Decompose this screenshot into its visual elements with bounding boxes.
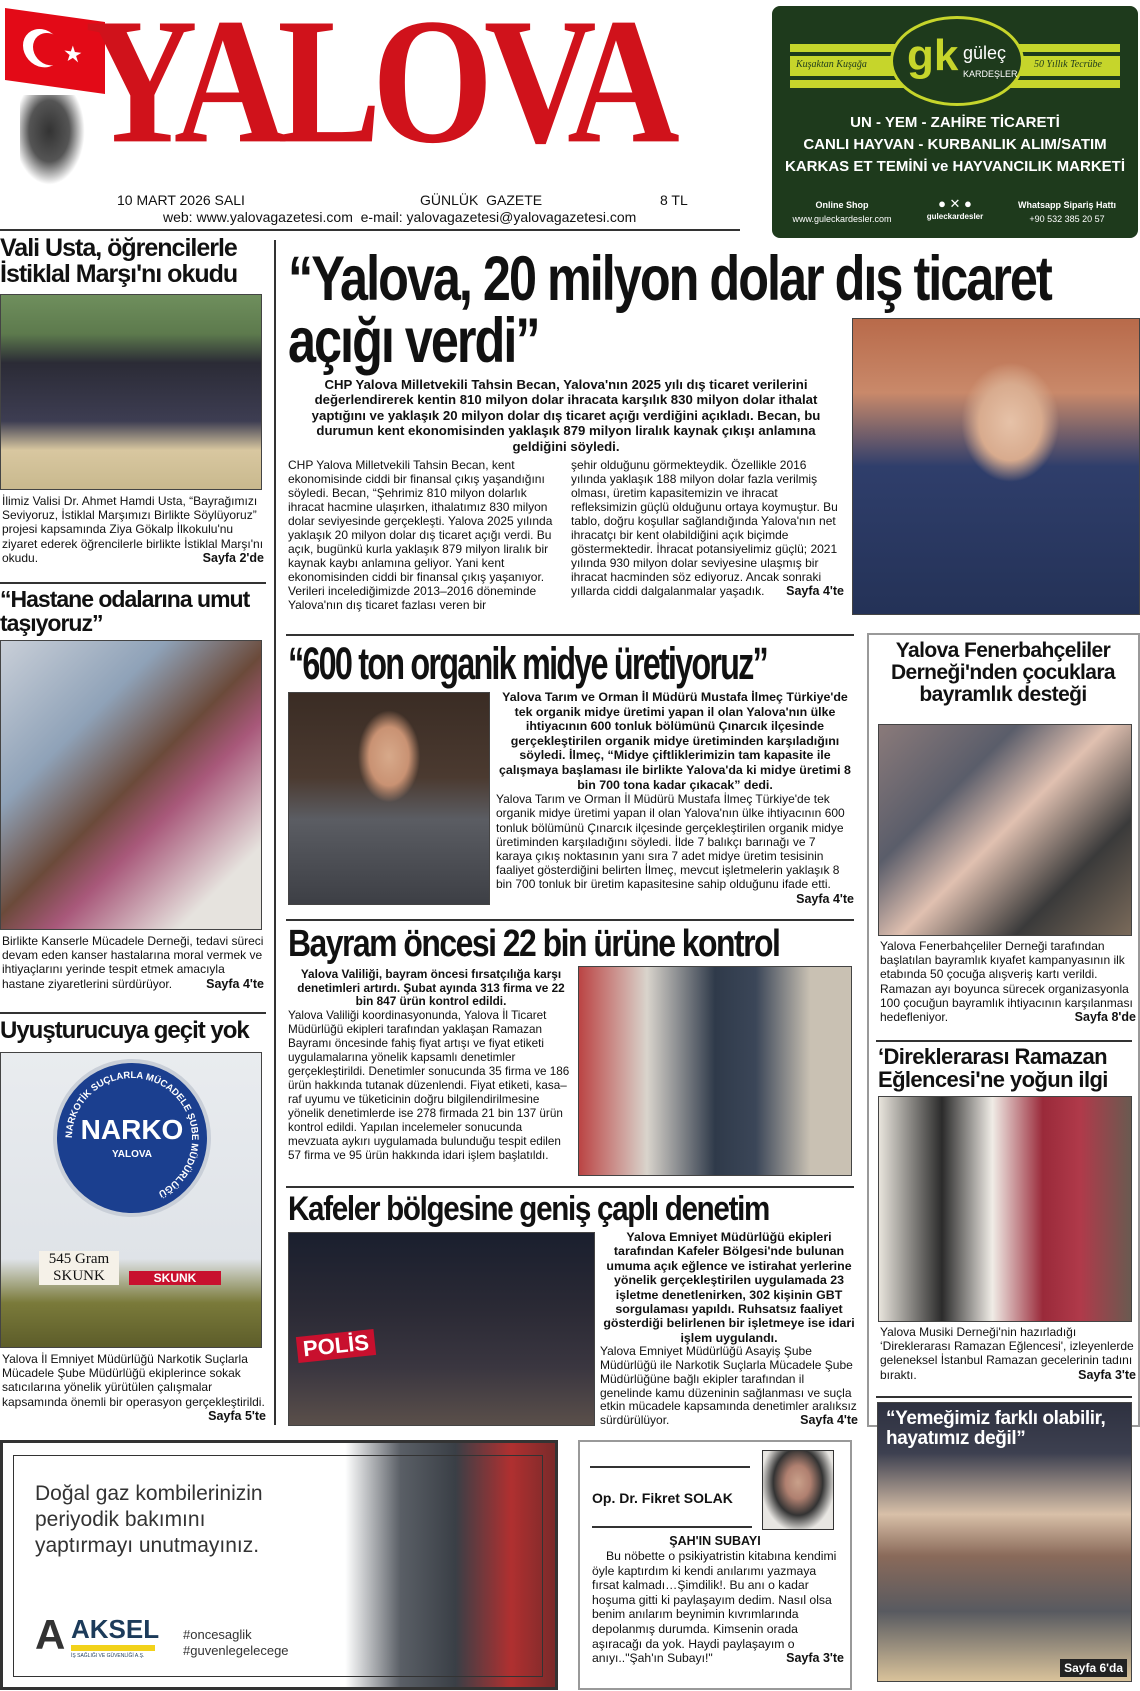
column-ref[interactable]: Sayfa 3'te (786, 1651, 844, 1666)
right-0-ref[interactable]: Sayfa 8'de (1074, 1010, 1136, 1025)
photo-police-cafe-raid[interactable] (288, 1232, 595, 1426)
top_ad-social: guleckardesler (926, 212, 984, 221)
bottom_ad-tag1: #oncesaglik (183, 1627, 252, 1642)
issue-date: 10 MART 2026 SALI (117, 192, 245, 208)
main-lead: CHP Yalova Milletvekili Tahsin Becan, Yalova'nın 2025 yılı dış ticaret verilerini değerlendirerek kentin 810 milyon dolar ihracata karşılık 830 milyon dolar ithalat yaptığını ve yaklaşık 20 milyon dolar dış ticaret açığı verdiğini açıkladı. Becan, bu durumun kent ekonomisinden yaklaşık 879 milyon liralık kaynak çıkışı anlamına geldiğini söyledi. (311, 377, 821, 454)
headline-fenerbahce[interactable]: Yalova Fenerbahçeliler Derneği'nden çocuklara bayramlık desteği (890, 639, 1116, 707)
opinion-column (578, 1440, 852, 1690)
headline-hastane[interactable]: “Hastane odalarına umut taşıyoruz” (0, 586, 250, 637)
bayram-lead: Yalova Valiliği, bayram öncesi fırsatçılığa karşı denetimleri artırdı. Şubat ayında 313 firma ve 22 bin 847 ürün kontrol edildi. (297, 967, 565, 1008)
left-2-ref[interactable]: Sayfa 5'te (208, 1408, 266, 1423)
left-2-image_text-sign1: 545 Gram SKUNK (39, 1251, 119, 1285)
turkish-flag-icon: ★ (5, 8, 105, 94)
paper-type: GÜNLÜK GAZETE (420, 192, 543, 208)
left-1-ref[interactable]: Sayfa 4'te (206, 976, 264, 991)
photo-narcotics-seizure[interactable] (0, 1052, 262, 1348)
kafeler-lead: Yalova Emniyet Müdürlüğü ekipleri tarafından Kafeler Bölgesi'nde bulunan umuma açık eğlence ve istirahat yerlerine yönelik gerçekleştirilen uygulamada 23 işletme denetlenirken, 302 kişinin GBT sorgulaması yapıldı. Ruhsatsız faaliyet gösterdiği belirlenen bir işletmeye ise idari işlem uygulandı. (603, 1230, 855, 1345)
photo-students-ceremony[interactable] (0, 294, 262, 490)
top_ad-slogan_right: 50 Yıllık Tecrübe (1034, 59, 1102, 70)
main-col1: CHP Yalova Milletvekili Tahsin Becan, kent ekonomisinde ciddi bir finansal çıkış yaşandığını söyledi. Becan, “Şehrimiz 810 milyon dolarlık ihracat hacmine ulaşırken, ithalatımız 830 milyon dolar seviyesinde gerçekleşti. Yalova 2025 yılında yaklaşık 20 milyon dolar dış ticaret açığı verdi. Bu açık, bugünkü kurla yaklaşık 879 milyon liralık bir kaynak kaybı anlamına geliyor. Yani kent ekonomisinden ciddi bir finansal çıkış yaşanıyor. Verileri incelediğimizde 2013–2016 döneminde Yalova'nın dış ticaret fazlası veren bir (288, 458, 553, 613)
bottom_ad-line1: Doğal gaz kombilerinizin (35, 1482, 263, 1505)
author-photo (762, 1450, 834, 1530)
headline-bayram[interactable]: Bayram öncesi 22 bin ürüne kontrol (288, 923, 780, 965)
photo-women-cooking[interactable] (877, 1402, 1132, 1682)
top_ad-slogan_left: Kuşaktan Kuşağa (796, 59, 867, 70)
main-headline[interactable]: “Yalova, 20 milyon dolar dış ticaret açığı verdi” (288, 244, 1051, 376)
left-2-text: Yalova İl Emniyet Müdürlüğü Narkotik Suçlarla Mücadele Şube Müdürlüğü ekiplerince sokak satıcılarına yönelik yürütülen çalışmalar kapsamında önemli bir operasyon gerçekleştirildi. (2, 1352, 265, 1409)
bottom_ad-brand_sub: İŞ SAĞLIĞI VE GÜVENLİĞİ A.Ş. (71, 1653, 145, 1659)
top_ad-logo: gk (907, 31, 959, 80)
contact-line: web: www.yalovagazetesi.com e-mail: yalovagazetesi@yalovagazetesi.com (163, 209, 637, 225)
bottom_ad-brand: AKSEL (71, 1614, 160, 1644)
kafeler-body: Yalova Emniyet Müdürlüğü Asayiş Şube Müdürlüğü ile Narkotik Suçlarla Mücadele Şube Müdürlüğüne bağlı ekipler tarafından il genelinde kamu düzeninin sağlanması ve suçla etkin mücadele kapsamında denetimler aralıksız sürdürülüyor. (600, 1344, 857, 1428)
bottom_ad-tag2: #guvenlegelecege (183, 1643, 289, 1658)
top-advertisement[interactable] (772, 6, 1138, 238)
left-0-text: İlimiz Valisi Dr. Ahmet Hamdi Usta, “Bayrağımızı Seviyoruz, İstiklal Marşımızı Birlikte Söylüyoruz” projesi kapsamında Ziya Gökalp İlkokulu'nu ziyaret ederek öğrencilerle birlikte İstiklal Marşı'nı okudu. (2, 494, 264, 565)
emblem-ring-text: NARKOTİK SUÇLARLA MÜCADELE ŞUBE MÜDÜRLÜĞÜ (63, 1069, 201, 1200)
brand-logo (890, 16, 1024, 106)
main-ref[interactable]: Sayfa 4'te (786, 584, 844, 599)
headline-yemegimiz[interactable]: “Yemeğimiz farklı olabilir, hayatımız değil” (886, 1408, 1106, 1449)
bottom_ad-line2: periyodik bakımını (35, 1508, 206, 1531)
right-2-ref[interactable]: Sayfa 6'da (1060, 1659, 1127, 1677)
masthead-logo: YALOVA (85, 0, 671, 181)
bottom-advertisement[interactable] (0, 1440, 558, 1690)
price: 8 TL (660, 192, 688, 208)
whatsapp-number[interactable]: +90 532 385 20 57 (1029, 214, 1105, 224)
photo-hospital-visit[interactable] (0, 640, 262, 930)
left-1-text: Birlikte Kanserle Mücadele Derneği, tedavi süreci devam eden kanser hastalarına moral vermek ve ihtiyaçlarını yerinde tespit etmek amacıyla hastane ziyaretlerini sürdürüyor. (2, 934, 264, 991)
headline-direklerarasi[interactable]: ‘Direklerarası Ramazan Eğlencesi'ne yoğun ilgi (878, 1044, 1108, 1093)
top_ad-lines-0: UN - YEM - ZAHİRE TİCARETİ (850, 114, 1060, 131)
column-title: ŞAH'IN SUBAYI (669, 1534, 761, 1548)
top_ad-lines-2: KARKAS ET TEMİNİ ve HAYVANCILIK MARKETİ (784, 158, 1126, 175)
left-2-image_text-badge: NARKO (80, 1114, 184, 1145)
column-text: Bu nöbette o psikiyatristin kitabına kendimi öyle kaptırdım ki kendi anılarımı yazmaya fırsat kalmadı…Şimdilik!. Bu anı o kadar hoşuma gitti ki paylaşayım dedim. Nasıl olsa benim anılarım beynimin kıvrımlarında depolanmış durumda. Kimsenin orada aşıracağı da yok. Haydi paylaşayım o anıyı.."Şah'ın Subayı!" (592, 1549, 837, 1666)
photo-mustafa-ilmec[interactable] (288, 692, 490, 905)
headline-vali-usta[interactable]: Vali Usta, öğrencilerle İstiklal Marşı'nı okudu (0, 234, 238, 289)
photo-ramazan-event[interactable] (878, 1096, 1132, 1322)
bayram-body: Yalova Valiliği koordinasyonunda, Yalova İl Ticaret Müdürlüğü ekipleri tarafından yaklaşan Ramazan Bayramı öncesinde fahiş fiyat artışı ve fiyat etiketi uygulamalarına yönelik kapsamlı denetimler gerçekleştirildi. Denetimler sonucunda 35 firma ve 186 ürün hakkında tutanak düzenlendi. Fiyat etiketi, kasa–raf uyumu ve tüketicinin doğru bilgilendirilmesine yönelik denetimlerde ise 278 firmada 21 bin 137 ürün kontrol edildi. Yapılan incelemeler sonucunda mevzuata aykırı uygulamada bulunduğu tespit edilen 57 firma ve 95 ürün hakkında idari işlem başlatıldı. (288, 1008, 570, 1162)
midye-lead: Yalova Tarım ve Orman İl Müdürü Mustafa İlmeç Türkiye'de tek organik midye üretimi yapan il olan Yalova'nın ülke ihtiyacının 600 tonluk bölümünü Çınarcık ilçesinde gerçekleştirilen organik midye üretiminden karşıladığını söyledi. İlmeç, “Midye çiftliklerimizin tam kapasite ile çalışmaya başlaması ile birlikte Yalova'da ki midye üretimi 8 bin 700 tona kadar çıkacak” dedi. (499, 690, 851, 792)
kafeler-ref[interactable]: Sayfa 4'te (800, 1413, 858, 1428)
top_ad-whatsapp_label: Whatsapp Sipariş Hattı (1017, 200, 1116, 210)
main-col2: şehir olduğunu görmekteydik. Özellikle 2016 yılında yaklaşık 188 milyon dolar fazla verilmiş olması, üretim kapasitemizin ve ihracat refleksimizin güçlü olduğunu ortaya koymuştur. Bu tablo, doğru koşullar sağlandığında Yalova'nın net ihracatçı bir kent olabildiğini açık biçimde göstermektedir. İhracat potansiyelimiz güçlü; 2021 yılında 930 milyon dolar seviyesine ulaşmış bir ihracat hacminden söz ediyoruz. Ancak sonraki yıllarda ciddi dalgalanmalar yaşadık. (571, 458, 838, 599)
headline-uyusturucu[interactable]: Uyuşturucuya geçit yok (0, 1017, 249, 1044)
left-2-image_text-sign2: SKUNK (129, 1271, 221, 1285)
social-icons[interactable]: ● ✕ ● (938, 196, 972, 211)
headline-midye[interactable]: “600 ton organik midye üretiyoruz” (288, 638, 767, 689)
photo-market-inspection[interactable] (578, 966, 852, 1176)
kafeler-image_text: POLİS (296, 1329, 376, 1363)
column-author: Op. Dr. Fikret SOLAK (592, 1490, 733, 1506)
aksel-logo-icon: A (35, 1611, 66, 1658)
top_ad-shop_label: Online Shop (815, 200, 869, 210)
ataturk-silhouette-icon (20, 95, 85, 185)
top_ad-brand: güleç (963, 43, 1007, 63)
right-0-text: Yalova Fenerbahçeliler Derneği tarafından başlatılan bayramlık kıyafet kampanyasının ilk etabında 50 çocuğa alışveriş kartı verildi. Ramazan ayı boyunca sürecek organizasyonla 100 çocuğun bayramlık ihtiyacının karşılanması hedefleniyor. (880, 939, 1133, 1025)
shop-url[interactable]: www.guleckardesler.com (792, 214, 892, 224)
left-0-ref[interactable]: Sayfa 2'de (202, 550, 264, 565)
narcotics-emblem (53, 1059, 211, 1217)
right-1-text: Yalova Musiki Derneği'nin hazırladığı ‘Direklerarası Ramazan Eğlencesi', izleyenlerde geleneksel İstanbul Ramazan gecelerinin tadını bıraktı. (880, 1325, 1134, 1382)
left-2-image_text-unit: YALOVA (111, 1149, 152, 1160)
bottom_ad-line3: yaptırmayı unutmayınız. (35, 1534, 260, 1557)
midye-ref[interactable]: Sayfa 4'te (796, 891, 854, 906)
top_ad-lines-1: CANLI HAYVAN - KURBANLIK ALIM/SATIM (803, 136, 1107, 153)
midye-body: Yalova Tarım ve Orman İl Müdürü Mustafa İlmeç Türkiye'de tek organik midye üretimi yapan il olan Yalova'nın ülke ihtiyacının 600 tonluk bölümünü Çınarcık ilçesinde gerçekleştirilen organik midye üretiminden karşıladığını söyledi. İlde 7 balıkçı barınağı ve 7 karaya çıkış noktasının yanı sıra 7 adet midye üretim tesisinin faaliyet gösterdiğini belirten İlmeç, mevcut işletmelerin yaklaşık 8 bin 700 tonluk bir üretim kapasitesine sahip olduğunu ifade etti. (496, 792, 845, 892)
masthead (0, 0, 770, 228)
photo-tahsin-becan[interactable] (852, 318, 1140, 615)
headline-kafeler[interactable]: Kafeler bölgesine geniş çaplı denetim (288, 1190, 770, 1228)
photo-fenerbahce-children[interactable] (878, 724, 1132, 936)
top_ad-brand_sub: KARDEŞLER (963, 69, 1018, 79)
right-1-ref[interactable]: Sayfa 3'te (1078, 1367, 1136, 1382)
